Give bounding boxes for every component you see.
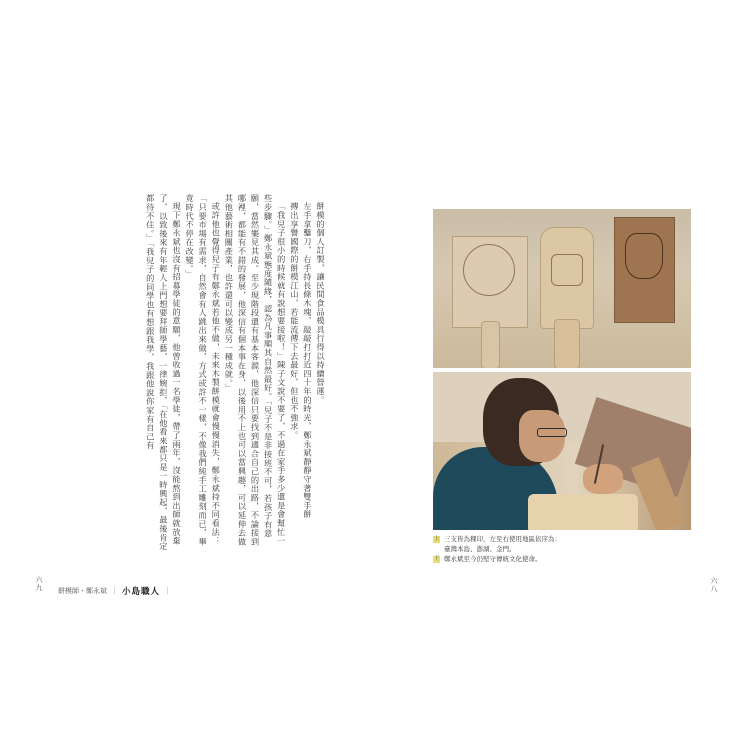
caption-row — [433, 544, 693, 554]
craftsman-hand — [583, 464, 623, 494]
paragraph: 現下鄭永斌也沒有招募學徒的意願，他曾收過一名學徒，帶了兩年，沒能熬到出師就放棄了，以致後來有年輕人上門想要拜師學藝，一律婉拒，「在他看來都只是一時興起，最後肯定都待不住。」「我兒子的同學也有想跟我學，我跟他說你家有自己有 — [145, 194, 182, 551]
rice-cake-molds-photo — [433, 209, 691, 368]
paragraph: 餅模的個人訂製，讓民間食品模具行得以持續營運。 — [316, 202, 326, 405]
footer-book-title: 小島職人 — [122, 587, 161, 597]
mold-carving — [463, 244, 515, 296]
paragraph: 或許他也覺得兒子有鄭永斌若他不做，未來木製餅模就會慢慢消失，鄭永斌持不同看法：「只要市場有需求，自然會有人跳出來做，方式或許不一樣，不像我們純手工雕刻而已，畢竟時代不停在改變。」 — [185, 194, 222, 546]
caption-row — [433, 534, 693, 544]
caption-row — [433, 554, 693, 564]
caption-marker: 上 — [433, 535, 440, 542]
page-number-right: 六八 — [710, 577, 718, 593]
paragraph: 左手拿鑿刀，右手持長條木塊，敲敲打打近四十年的時光，鄭永斌靜靜守著雙手餅 — [302, 202, 313, 519]
running-footer — [58, 585, 198, 597]
mold-carving — [625, 233, 663, 279]
footer-separator: ｜ — [164, 587, 172, 595]
footer-separator: ｜ — [111, 587, 118, 595]
footer-author: 餅模師・鄭永斌 — [58, 587, 107, 595]
mold-handle — [481, 321, 500, 368]
carving-craftsman-photo — [433, 372, 691, 530]
mold-in-progress — [528, 494, 638, 530]
caption-marker: 下 — [433, 555, 440, 562]
mold-carving — [551, 254, 583, 286]
page-number-left: 六九 — [35, 576, 43, 592]
paragraph: 摶出享譽國際的餅模江山，若能流傳下去最好，但也不強求。 — [289, 202, 300, 440]
paragraph: 「我兒子很小的時候就有說想要接啦！」陳子文說不要了，不過在家手多少還是會幫忙一些步驟。」鄭永斌態度隨緣，認為凡事順其自然最好。「兒子不是非接班不可，若孩子有意願，當然樂見其成。至少現階段還有基本客源，他深信只要找到適合自己的出路，不論接到哪裡，都能有不錯的發展，他深信有個本事在身，以後用不上也可以當興趣，可以延伸去做其他藝術相關產業，也許還可以變成另一種成就。」 — [224, 194, 287, 546]
photo-captions — [433, 534, 693, 564]
caption-text: 鄭永斌至今仍堅守傳統文化使命。 — [444, 555, 542, 563]
body-text-column — [57, 194, 327, 554]
glasses — [537, 428, 567, 437]
caption-text: 臺灣本島、澎湖、金門。 — [444, 545, 516, 553]
mold-handle — [554, 319, 580, 368]
caption-text: 三支皆為稞印，左至右使用地區依序為： — [444, 535, 561, 543]
